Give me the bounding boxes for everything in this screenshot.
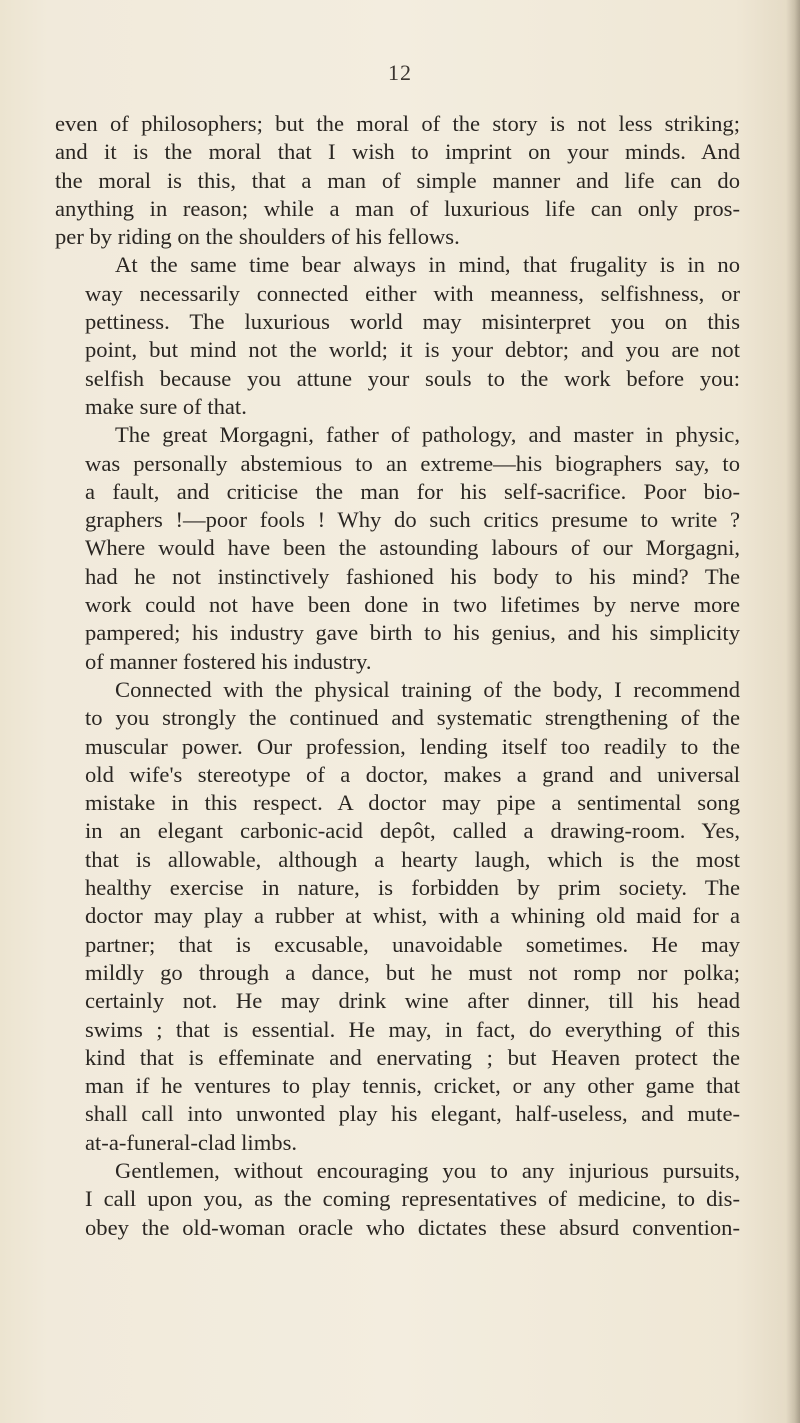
text-line: that is allowable, although a hearty laugh, which is the most (85, 846, 740, 872)
text-line: healthy exercise in nature, is forbidden by prim society. The (85, 875, 740, 901)
paragraph (55, 676, 740, 1157)
text-line: at-a-funeral-clad limbs. (85, 1129, 298, 1155)
text-line: had he not instinctively fashioned his body to his mind? The (85, 563, 740, 589)
text-line: of manner fostered his industry. (85, 648, 372, 674)
text-line: the moral is this, that a man of simple manner and life can do (55, 167, 740, 193)
text-line: At the same time bear always in mind, that frugality is in no (115, 252, 740, 278)
page-edge-shadow (786, 0, 800, 1423)
page-number: 12 (388, 60, 412, 85)
text-line: per by riding on the shoulders of his fellows. (55, 224, 460, 250)
text-line: Connected with the physical training of the body, I recommend (115, 676, 740, 702)
text-line: to you strongly the continued and systematic strengthening of the (85, 705, 740, 731)
text-line: make sure of that. (85, 393, 247, 419)
text-line: a fault, and criticise the man for his self-sacrifice. Poor bio- (85, 478, 740, 504)
text-line: partner; that is excusable, unavoidable sometimes. He may (85, 931, 740, 957)
text-line: mistake in this respect. A doctor may pipe a sentimental song (85, 790, 740, 816)
text-line: shall call into unwonted play his elegant, half-useless, and mute- (85, 1101, 740, 1127)
paragraph (55, 1157, 740, 1242)
text-line: muscular power. Our profession, lending itself too readily to the (85, 733, 740, 759)
text-line: old wife's stereotype of a doctor, makes a grand and universal (85, 761, 740, 787)
text-line: doctor may play a rubber at whist, with a whining old maid for a (85, 903, 740, 929)
text-line: I call upon you, as the coming representatives of medicine, to dis- (85, 1186, 740, 1212)
text-line: Gentlemen, without encouraging you to any injurious pursuits, (115, 1157, 740, 1183)
text-line: kind that is effeminate and enervating ; but Heaven protect the (85, 1044, 740, 1070)
text-line: man if he ventures to play tennis, cricket, or any other game that (85, 1073, 740, 1099)
body-text (55, 110, 740, 1242)
text-line: anything in reason; while a man of luxurious life can only pros- (55, 195, 740, 221)
text-line: obey the old-woman oracle who dictates these absurd convention- (85, 1214, 740, 1240)
text-line: The great Morgagni, father of pathology, and master in physic, (115, 422, 740, 448)
text-line: mildly go through a dance, but he must not romp nor polka; (85, 959, 740, 985)
text-line: work could not have been done in two lifetimes by nerve more (85, 592, 740, 618)
text-line: point, but mind not the world; it is your debtor; and you are not (85, 337, 740, 363)
text-line: was personally abstemious to an extreme—his biographers say, to (85, 450, 740, 476)
text-line: way necessarily connected either with meanness, selfishness, or (85, 280, 740, 306)
text-line: pampered; his industry gave birth to his genius, and his simplicity (85, 620, 740, 646)
text-line: swims ; that is essential. He may, in fact, do everything of this (85, 1016, 740, 1042)
text-line: graphers !—poor fools ! Why do such critics presume to write ? (85, 507, 740, 533)
text-line: Where would have been the astounding labours of our Morgagni, (85, 535, 740, 561)
text-line: certainly not. He may drink wine after dinner, till his head (85, 988, 740, 1014)
paragraph (55, 251, 740, 421)
text-line: even of philosophers; but the moral of the story is not less striking; (55, 111, 740, 136)
text-line: selfish because you attune your souls to the work before you: (85, 365, 740, 391)
text-line: and it is the moral that I wish to imprint on your minds. And (55, 139, 740, 165)
text-line: in an elegant carbonic-acid depôt, called a drawing-room. Yes, (85, 818, 740, 844)
text-line: pettiness. The luxurious world may misinterpret you on this (85, 309, 740, 335)
paragraph (55, 421, 740, 676)
paragraph (55, 110, 740, 251)
